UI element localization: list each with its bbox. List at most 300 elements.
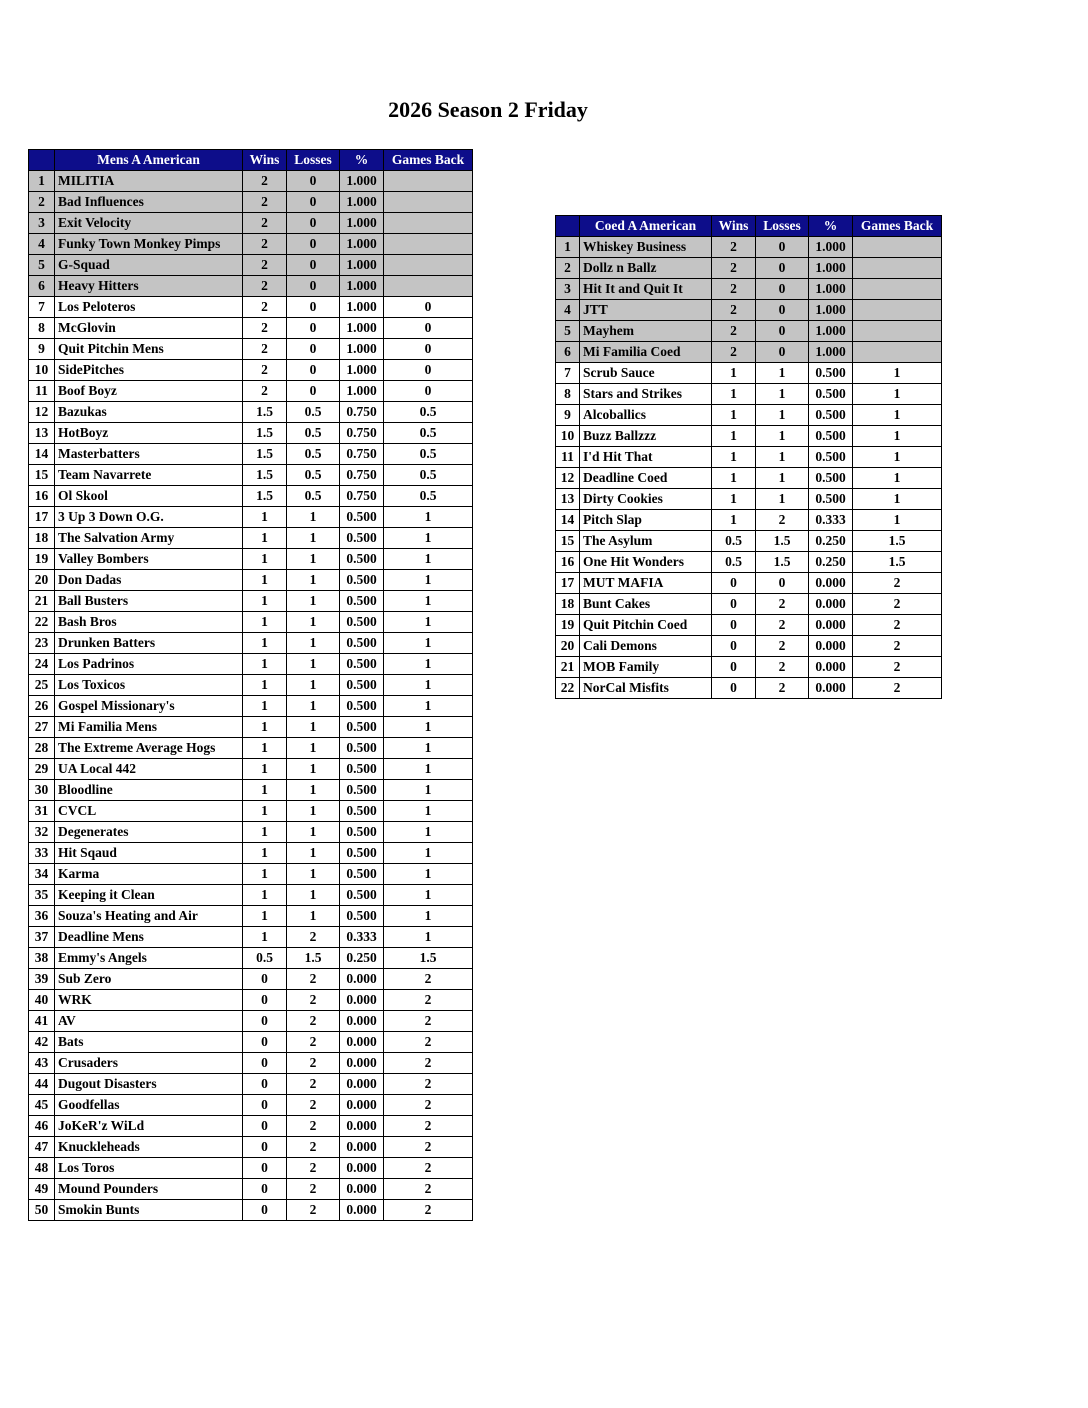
games-back-cell — [853, 258, 942, 279]
games-back-cell: 2 — [384, 990, 473, 1011]
wins-cell: 0 — [243, 1011, 287, 1032]
losses-cell: 1 — [287, 528, 340, 549]
team-name-cell: Bloodline — [55, 780, 243, 801]
losses-cell: 0.5 — [287, 444, 340, 465]
team-name-cell: The Salvation Army — [55, 528, 243, 549]
pct-cell: 0.500 — [340, 528, 384, 549]
table-row — [29, 759, 473, 780]
wins-cell: 1 — [243, 696, 287, 717]
table-row — [29, 570, 473, 591]
team-name-cell: Mi Familia Mens — [55, 717, 243, 738]
losses-cell: 1 — [287, 696, 340, 717]
rank-cell: 3 — [29, 213, 55, 234]
table-row — [556, 279, 942, 300]
team-name-cell: Sub Zero — [55, 969, 243, 990]
games-back-cell: 1 — [384, 759, 473, 780]
games-back-cell: 1 — [384, 717, 473, 738]
wins-cell: 0 — [243, 1179, 287, 1200]
rank-cell: 1 — [29, 171, 55, 192]
games-back-cell — [853, 237, 942, 258]
losses-cell: 2 — [287, 1116, 340, 1137]
games-back-cell: 1 — [853, 510, 942, 531]
wins-cell: 1.5 — [243, 444, 287, 465]
games-back-cell: 1 — [384, 801, 473, 822]
games-back-header: Games Back — [853, 216, 942, 237]
team-name-cell: Bad Influences — [55, 192, 243, 213]
pct-cell: 0.000 — [809, 573, 853, 594]
losses-cell: 0.5 — [287, 465, 340, 486]
table-row — [556, 447, 942, 468]
losses-cell: 2 — [756, 657, 809, 678]
wins-cell: 0 — [712, 573, 756, 594]
table-row — [29, 633, 473, 654]
pct-cell: 0.000 — [340, 1158, 384, 1179]
losses-cell: 0 — [287, 234, 340, 255]
team-name-cell: HotBoyz — [55, 423, 243, 444]
games-back-cell: 1 — [384, 822, 473, 843]
team-name-cell: Bunt Cakes — [580, 594, 712, 615]
pct-cell: 1.000 — [340, 234, 384, 255]
games-back-cell: 0 — [384, 318, 473, 339]
games-back-cell — [853, 279, 942, 300]
games-back-cell — [384, 171, 473, 192]
pct-cell: 0.250 — [809, 552, 853, 573]
rank-cell: 16 — [29, 486, 55, 507]
team-name-cell: Smokin Bunts — [55, 1200, 243, 1221]
losses-cell: 1 — [287, 549, 340, 570]
wins-cell: 0 — [712, 615, 756, 636]
wins-cell: 1 — [712, 489, 756, 510]
rank-cell: 40 — [29, 990, 55, 1011]
losses-cell: 1 — [287, 801, 340, 822]
team-name-cell: Funky Town Monkey Pimps — [55, 234, 243, 255]
losses-cell: 1 — [287, 612, 340, 633]
pct-cell: 0.500 — [809, 363, 853, 384]
pct-cell: 1.000 — [809, 342, 853, 363]
losses-cell: 1 — [287, 675, 340, 696]
table-row — [29, 738, 473, 759]
rank-cell: 18 — [29, 528, 55, 549]
rank-cell: 21 — [556, 657, 580, 678]
games-back-cell: 1 — [853, 468, 942, 489]
games-back-cell: 2 — [384, 1053, 473, 1074]
wins-cell: 1 — [243, 822, 287, 843]
losses-cell: 0 — [756, 573, 809, 594]
team-name-cell: NorCal Misfits — [580, 678, 712, 699]
pct-cell: 0.500 — [340, 549, 384, 570]
table-row — [29, 549, 473, 570]
table-row — [29, 612, 473, 633]
wins-cell: 1 — [243, 675, 287, 696]
losses-cell: 2 — [756, 615, 809, 636]
table-row — [29, 822, 473, 843]
table-row — [29, 990, 473, 1011]
games-back-cell: 1.5 — [853, 531, 942, 552]
rank-cell: 14 — [29, 444, 55, 465]
pct-cell: 0.500 — [340, 759, 384, 780]
team-name-cell: The Extreme Average Hogs — [55, 738, 243, 759]
table-row — [29, 1179, 473, 1200]
table-row — [29, 1137, 473, 1158]
division-header: Mens A American — [55, 150, 243, 171]
wins-cell: 2 — [712, 321, 756, 342]
games-back-cell: 1 — [384, 528, 473, 549]
losses-header: Losses — [287, 150, 340, 171]
rank-cell: 15 — [29, 465, 55, 486]
rank-cell: 12 — [556, 468, 580, 489]
table-row — [29, 318, 473, 339]
wins-cell: 0 — [243, 1137, 287, 1158]
games-back-cell — [384, 234, 473, 255]
team-name-cell: Stars and Strikes — [580, 384, 712, 405]
games-back-cell: 1 — [853, 363, 942, 384]
games-back-cell: 2 — [853, 636, 942, 657]
losses-cell: 0 — [287, 339, 340, 360]
wins-cell: 2 — [243, 171, 287, 192]
games-back-cell: 1 — [384, 738, 473, 759]
wins-cell: 0 — [243, 990, 287, 1011]
wins-cell: 0 — [712, 636, 756, 657]
table-header-row — [29, 150, 473, 171]
rank-cell: 18 — [556, 594, 580, 615]
losses-header: Losses — [756, 216, 809, 237]
games-back-cell: 1 — [384, 570, 473, 591]
rank-cell: 22 — [29, 612, 55, 633]
wins-cell: 1.5 — [243, 423, 287, 444]
pct-cell: 0.500 — [340, 570, 384, 591]
losses-cell: 1 — [756, 384, 809, 405]
team-name-cell: Don Dadas — [55, 570, 243, 591]
games-back-cell: 2 — [384, 1179, 473, 1200]
losses-cell: 2 — [287, 1074, 340, 1095]
rank-cell: 43 — [29, 1053, 55, 1074]
team-name-cell: Dirty Cookies — [580, 489, 712, 510]
rank-cell: 38 — [29, 948, 55, 969]
losses-cell: 0 — [756, 321, 809, 342]
team-name-cell: Karma — [55, 864, 243, 885]
table-row — [556, 615, 942, 636]
wins-cell: 2 — [243, 381, 287, 402]
losses-cell: 1 — [287, 843, 340, 864]
rank-cell: 15 — [556, 531, 580, 552]
pct-cell: 0.000 — [340, 990, 384, 1011]
table-row — [556, 342, 942, 363]
games-back-cell: 0.5 — [384, 402, 473, 423]
team-name-cell: Masterbatters — [55, 444, 243, 465]
team-name-cell: Whiskey Business — [580, 237, 712, 258]
wins-cell: 2 — [243, 276, 287, 297]
rank-cell: 30 — [29, 780, 55, 801]
losses-cell: 0 — [287, 297, 340, 318]
team-name-cell: Boof Boyz — [55, 381, 243, 402]
table-row — [29, 1011, 473, 1032]
wins-cell: 2 — [712, 279, 756, 300]
pct-cell: 1.000 — [340, 276, 384, 297]
pct-cell: 0.000 — [809, 615, 853, 636]
table-row — [29, 444, 473, 465]
pct-cell: 0.500 — [809, 426, 853, 447]
rank-cell: 34 — [29, 864, 55, 885]
pct-cell: 0.500 — [340, 717, 384, 738]
table-row — [556, 510, 942, 531]
rank-cell: 13 — [556, 489, 580, 510]
rank-cell: 39 — [29, 969, 55, 990]
team-name-cell: Quit Pitchin Coed — [580, 615, 712, 636]
pct-cell: 1.000 — [809, 279, 853, 300]
rank-cell: 44 — [29, 1074, 55, 1095]
wins-cell: 2 — [712, 300, 756, 321]
team-name-cell: Degenerates — [55, 822, 243, 843]
table-row — [29, 402, 473, 423]
table-row — [29, 423, 473, 444]
wins-cell: 1 — [712, 447, 756, 468]
rank-cell: 10 — [556, 426, 580, 447]
rank-cell: 36 — [29, 906, 55, 927]
wins-cell: 1 — [712, 468, 756, 489]
table-row — [556, 384, 942, 405]
games-back-cell: 2 — [853, 657, 942, 678]
rank-cell: 31 — [29, 801, 55, 822]
wins-cell: 0 — [243, 1032, 287, 1053]
wins-cell: 2 — [243, 192, 287, 213]
pct-cell: 0.000 — [340, 1095, 384, 1116]
table-row — [29, 486, 473, 507]
rank-cell: 23 — [29, 633, 55, 654]
team-name-cell: 3 Up 3 Down O.G. — [55, 507, 243, 528]
team-name-cell: Deadline Coed — [580, 468, 712, 489]
team-name-cell: I'd Hit That — [580, 447, 712, 468]
rank-cell: 22 — [556, 678, 580, 699]
team-name-cell: MOB Family — [580, 657, 712, 678]
team-name-cell: MILITIA — [55, 171, 243, 192]
table-row — [556, 300, 942, 321]
rank-cell: 20 — [556, 636, 580, 657]
team-name-cell: UA Local 442 — [55, 759, 243, 780]
rank-cell: 42 — [29, 1032, 55, 1053]
pct-cell: 1.000 — [340, 213, 384, 234]
losses-cell: 1 — [756, 447, 809, 468]
rank-cell: 25 — [29, 675, 55, 696]
games-back-cell: 0 — [384, 360, 473, 381]
table-row — [29, 1158, 473, 1179]
losses-cell: 2 — [287, 969, 340, 990]
rank-cell: 2 — [556, 258, 580, 279]
wins-cell: 1 — [712, 426, 756, 447]
losses-cell: 1 — [287, 780, 340, 801]
wins-cell: 0 — [243, 1053, 287, 1074]
losses-cell: 2 — [287, 1179, 340, 1200]
pct-cell: 1.000 — [809, 258, 853, 279]
games-back-cell — [384, 213, 473, 234]
losses-cell: 0 — [756, 300, 809, 321]
wins-cell: 0 — [243, 1158, 287, 1179]
table-row — [29, 297, 473, 318]
rank-cell: 11 — [556, 447, 580, 468]
losses-cell: 1 — [287, 570, 340, 591]
games-back-cell: 2 — [853, 573, 942, 594]
games-back-cell: 1 — [853, 489, 942, 510]
wins-cell: 2 — [243, 360, 287, 381]
rank-cell: 29 — [29, 759, 55, 780]
rank-cell: 33 — [29, 843, 55, 864]
games-back-cell: 1 — [853, 426, 942, 447]
games-back-cell: 1.5 — [853, 552, 942, 573]
losses-cell: 2 — [756, 678, 809, 699]
team-name-cell: Dollz n Ballz — [580, 258, 712, 279]
wins-cell: 0.5 — [712, 531, 756, 552]
losses-cell: 0 — [287, 171, 340, 192]
pct-cell: 0.250 — [340, 948, 384, 969]
table-row — [29, 885, 473, 906]
table-row — [29, 528, 473, 549]
games-back-cell: 1 — [384, 906, 473, 927]
pct-cell: 1.000 — [340, 381, 384, 402]
team-name-cell: Bats — [55, 1032, 243, 1053]
rank-cell: 1 — [556, 237, 580, 258]
wins-cell: 0 — [712, 594, 756, 615]
wins-cell: 0 — [243, 1116, 287, 1137]
table-row — [29, 213, 473, 234]
wins-cell: 1 — [243, 801, 287, 822]
rank-cell: 14 — [556, 510, 580, 531]
table-row — [556, 657, 942, 678]
pct-cell: 0.000 — [809, 594, 853, 615]
rank-cell: 12 — [29, 402, 55, 423]
team-name-cell: Dugout Disasters — [55, 1074, 243, 1095]
losses-cell: 0.5 — [287, 402, 340, 423]
table-row — [556, 552, 942, 573]
games-back-cell: 1 — [384, 675, 473, 696]
losses-cell: 0 — [287, 381, 340, 402]
team-name-cell: Ol Skool — [55, 486, 243, 507]
games-back-cell: 2 — [384, 1137, 473, 1158]
rank-cell: 11 — [29, 381, 55, 402]
table-row — [556, 531, 942, 552]
rank-cell: 16 — [556, 552, 580, 573]
team-name-cell: Emmy's Angels — [55, 948, 243, 969]
games-back-cell: 0 — [384, 339, 473, 360]
team-name-cell: Los Toxicos — [55, 675, 243, 696]
team-name-cell: Knuckleheads — [55, 1137, 243, 1158]
games-back-cell: 0.5 — [384, 465, 473, 486]
wins-cell: 2 — [712, 237, 756, 258]
losses-cell: 0 — [287, 192, 340, 213]
pct-cell: 1.000 — [340, 297, 384, 318]
games-back-cell: 2 — [384, 1095, 473, 1116]
games-back-cell: 2 — [853, 594, 942, 615]
wins-cell: 1 — [243, 927, 287, 948]
wins-cell: 1 — [243, 843, 287, 864]
losses-cell: 0 — [287, 360, 340, 381]
page-title: 2026 Season 2 Friday — [388, 97, 588, 122]
losses-cell: 0 — [756, 279, 809, 300]
losses-cell: 1.5 — [756, 531, 809, 552]
games-back-cell: 2 — [384, 1116, 473, 1137]
losses-cell: 1 — [287, 654, 340, 675]
table-row — [29, 234, 473, 255]
wins-header: Wins — [712, 216, 756, 237]
rank-cell: 28 — [29, 738, 55, 759]
team-name-cell: Exit Velocity — [55, 213, 243, 234]
team-name-cell: Mayhem — [580, 321, 712, 342]
wins-cell: 1.5 — [243, 465, 287, 486]
rank-cell: 47 — [29, 1137, 55, 1158]
table-row — [556, 678, 942, 699]
wins-cell: 1 — [243, 885, 287, 906]
games-back-cell: 1 — [384, 696, 473, 717]
pct-cell: 0.750 — [340, 486, 384, 507]
games-back-cell: 2 — [384, 969, 473, 990]
games-back-cell: 0.5 — [384, 486, 473, 507]
losses-cell: 1 — [287, 717, 340, 738]
pct-cell: 1.000 — [340, 318, 384, 339]
rank-header — [29, 150, 55, 171]
team-name-cell: JTT — [580, 300, 712, 321]
rank-cell: 41 — [29, 1011, 55, 1032]
table-row — [29, 948, 473, 969]
losses-cell: 0 — [756, 342, 809, 363]
table-row — [29, 171, 473, 192]
games-back-cell: 1 — [384, 927, 473, 948]
games-back-cell: 2 — [384, 1032, 473, 1053]
pct-cell: 1.000 — [340, 339, 384, 360]
pct-cell: 0.500 — [340, 780, 384, 801]
games-back-cell: 0 — [384, 297, 473, 318]
table-row — [29, 717, 473, 738]
pct-header: % — [340, 150, 384, 171]
pct-cell: 0.500 — [340, 612, 384, 633]
wins-cell: 1 — [712, 510, 756, 531]
games-back-cell: 1 — [384, 780, 473, 801]
team-name-cell: Heavy Hitters — [55, 276, 243, 297]
pct-cell: 0.000 — [340, 1053, 384, 1074]
rank-header — [556, 216, 580, 237]
wins-cell: 0 — [712, 657, 756, 678]
table-row — [29, 1095, 473, 1116]
team-name-cell: Alcoballics — [580, 405, 712, 426]
table-row — [29, 255, 473, 276]
pct-cell: 0.500 — [340, 696, 384, 717]
wins-cell: 0.5 — [712, 552, 756, 573]
losses-cell: 2 — [756, 510, 809, 531]
table-row — [29, 1074, 473, 1095]
team-name-cell: Deadline Mens — [55, 927, 243, 948]
table-row — [29, 906, 473, 927]
losses-cell: 0 — [287, 276, 340, 297]
rank-cell: 46 — [29, 1116, 55, 1137]
pct-cell: 1.000 — [340, 171, 384, 192]
team-name-cell: Bazukas — [55, 402, 243, 423]
wins-cell: 1 — [712, 405, 756, 426]
games-back-cell — [853, 300, 942, 321]
wins-cell: 1 — [243, 633, 287, 654]
rank-cell: 13 — [29, 423, 55, 444]
wins-cell: 1 — [243, 759, 287, 780]
team-name-cell: Goodfellas — [55, 1095, 243, 1116]
games-back-cell: 2 — [384, 1074, 473, 1095]
wins-cell: 1 — [243, 864, 287, 885]
team-name-cell: Quit Pitchin Mens — [55, 339, 243, 360]
table-row — [29, 1200, 473, 1221]
losses-cell: 0 — [287, 255, 340, 276]
losses-cell: 1 — [287, 885, 340, 906]
pct-cell: 0.500 — [809, 489, 853, 510]
games-back-cell: 2 — [853, 678, 942, 699]
table-row — [556, 636, 942, 657]
games-back-cell: 0 — [384, 381, 473, 402]
losses-cell: 0.5 — [287, 423, 340, 444]
losses-cell: 0 — [287, 213, 340, 234]
